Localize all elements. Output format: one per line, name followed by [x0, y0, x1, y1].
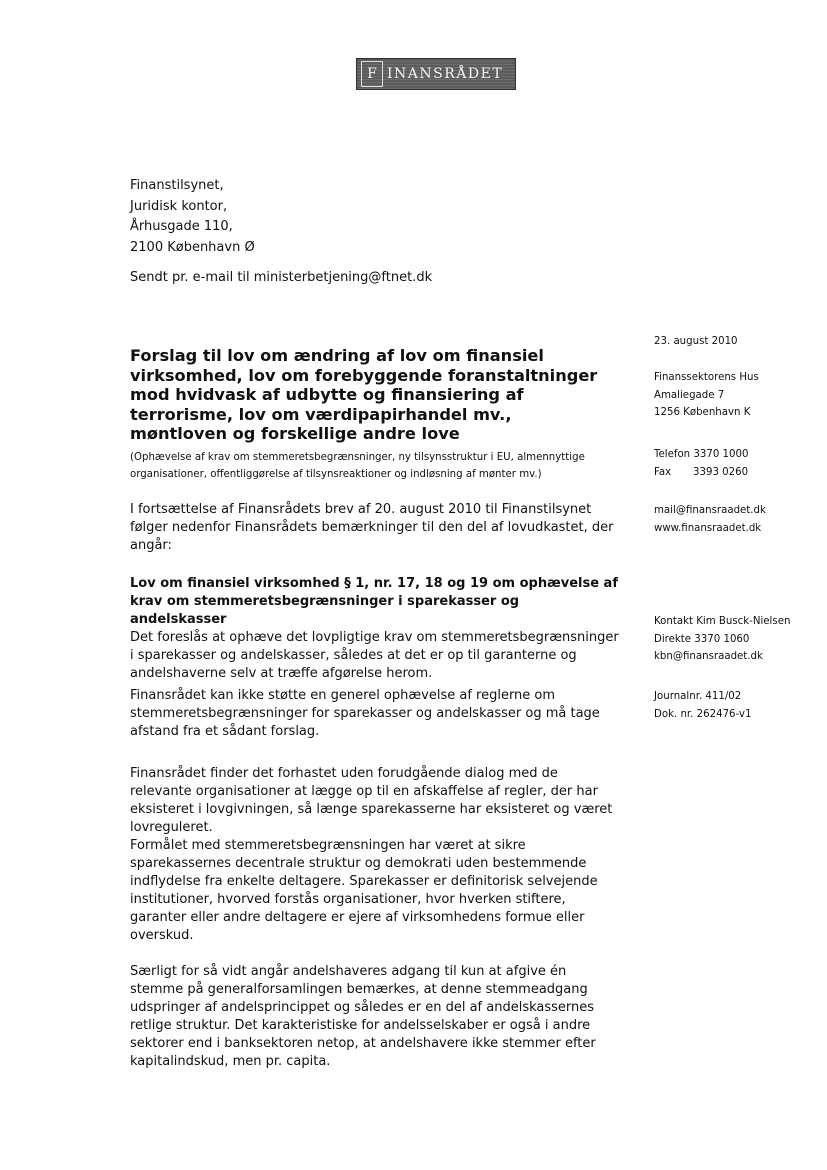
letter-title: Forslag til lov om ændring af lov om finansiel virksomhed, lov om forebyggende foranstaltninger mod hvidvask af udbytte og finansiering af terrorisme, lov om værdipapirhandel mv., møntloven og forskellige andre love [130, 346, 598, 444]
contact-direct-phone: Direkte 3370 1060 [654, 633, 750, 645]
journal-number: Journalnr. 411/02 [654, 691, 742, 702]
section-heading: Lov om finansiel virksomhed § 1, nr. 17, 18 og 19 om ophævelse af krav om stemmeretsbegrænsninger i sparekasser og andelskasser [130, 576, 618, 627]
recipient-line: Finanstilsynet, [130, 178, 224, 193]
finansraadet-logo [356, 58, 516, 90]
phone-value: 3370 1000 [693, 449, 749, 460]
contact-email-link[interactable]: kbn@finansraadet.dk [654, 651, 763, 663]
body-paragraph: Finansrådet finder det forhastet uden forudgående dialog med de relevante organisationer at lægge op til en afskaffelse af regler, der har eksisteret i lovgivningen, så længe sparekasserne har eksisteret og været lovreguleret. [130, 766, 613, 835]
logo-letter: F [361, 61, 383, 87]
phone-line [654, 446, 748, 464]
body-paragraph: Formålet med stemmeretsbegrænsningen har været at sikre sparekassernes decentrale struktur og demokrati uden bestemmende indflydelse fra enkelte deltagere. Sparekasser er definitorisk selvejende institutioner, hvorved forstås organisationer, hvor hverken stiftere, garanter eller andre deltagere er ejere af virksomhedens formue eller overskud. [130, 838, 598, 943]
body-paragraph: Finansrådet kan ikke støtte en generel ophævelse af reglerne om stemmeretsbegrænsninger for sparekasser og andelskasser og må tage afstand fra et sådant forslag. [130, 688, 600, 739]
email-link[interactable]: mail@finansraadet.dk [654, 505, 766, 516]
recipient-address [130, 176, 255, 258]
fax-label: Fax [654, 466, 672, 478]
address-line: Finanssektorens Hus [654, 372, 759, 383]
sidebar-date [654, 333, 738, 351]
recipient-line: Juridisk kontor, [130, 198, 228, 214]
sidebar-address [654, 369, 759, 422]
letter-date: 23. august 2010 [654, 336, 738, 347]
fax-line [654, 464, 748, 482]
sidebar-web [654, 502, 766, 537]
contact-person: Kontakt Kim Busck-Nielsen [654, 616, 791, 627]
document-number: Dok. nr. 262476-v1 [654, 708, 752, 720]
intro-paragraph: I fortsættelse af Finansrådets brev af 20. august 2010 til Finanstilsynet følger nedenfor Finansrådets bemærkninger til den del af lovudkastet, der angår: [130, 502, 614, 553]
address-line: 1256 København K [654, 407, 751, 419]
section-stemmeret [130, 575, 620, 683]
sidebar-contact [654, 613, 790, 666]
phone-label: Telefon [654, 449, 691, 460]
sent-line: Sendt pr. e-mail til ministerbetjening@ftnet.dk [130, 270, 433, 285]
website-link[interactable]: www.finansraadet.dk [654, 522, 762, 534]
letter-subtitle: (Ophævelse af krav om stemmeretsbegrænsninger, ny tilsynsstruktur i EU, almennyttige organisationer, offentliggørelse af tilsynsreaktioner og indløsning af mønter mv.) [130, 452, 585, 480]
recipient-line: Århusgade 110, [130, 219, 233, 234]
fax-value: 3393 0260 [693, 466, 749, 478]
sidebar-reference [654, 688, 751, 723]
body-paragraph: Særligt for så vidt angår andelshaveres adgang til kun at afgive én stemme på generalforsamlingen bemærkes, at denne stemmeadgang udspringer af andelsprincippet og således er en del af andelskassernes retlige struktur. Det karakteristiske for andelsselskaber er også i andre sektorer end i banksektoren netop, at andelshavere ikke stemmer efter kapitalindskud, men pr. capita. [130, 964, 596, 1069]
sidebar-phone-fax [654, 446, 748, 481]
section-body: Det foreslås at ophæve det lovpligtige krav om stemmeretsbegrænsninger i sparekasser og andelskasser, således at det er op til garanterne og andelshaverne selv at træffe afgørelse herom. [130, 630, 619, 681]
address-line: Amaliegade 7 [654, 389, 725, 401]
logo-text: INANSRÅDET [387, 66, 504, 82]
recipient-line: 2100 København Ø [130, 239, 255, 255]
